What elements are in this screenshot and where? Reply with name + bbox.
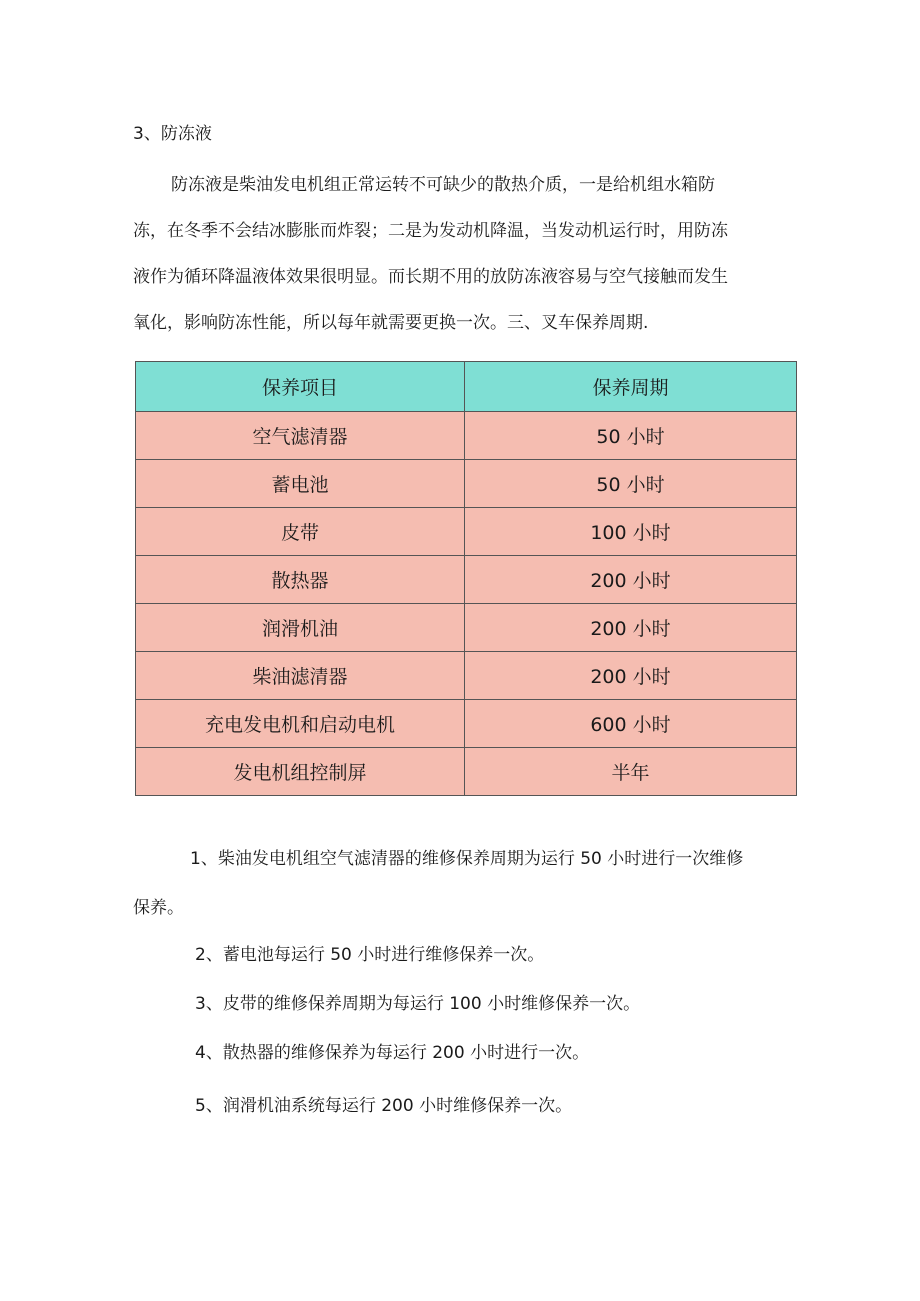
header-maintenance-interval: 保养周期	[465, 362, 797, 412]
item-cell: 发电机组控制屏	[136, 748, 465, 796]
interval-cell: 半年	[465, 748, 797, 796]
item-cell: 皮带	[136, 508, 465, 556]
note-1-line-2: 保养。	[133, 898, 184, 918]
interval-cell: 200 小时	[465, 604, 797, 652]
table-row	[136, 748, 797, 796]
interval-cell: 100 小时	[465, 508, 797, 556]
item-cell: 空气滤清器	[136, 412, 465, 460]
paragraph-line: 液作为循环降温液体效果很明显。而长期不用的放防冻液容易与空气接触而发生	[133, 267, 728, 287]
header-maintenance-item: 保养项目	[136, 362, 465, 412]
note-3: 3、皮带的维修保养周期为每运行 100 小时维修保养一次。	[195, 994, 641, 1014]
paragraph-line: 冻，在冬季不会结冰膨胀而炸裂；二是为发动机降温，当发动机运行时，用防冻	[133, 221, 728, 241]
table-row	[136, 556, 797, 604]
maintenance-schedule-table	[135, 361, 797, 796]
section-heading: 3、防冻液	[133, 124, 212, 144]
note-4: 4、散热器的维修保养为每运行 200 小时进行一次。	[195, 1043, 590, 1063]
table-row	[136, 652, 797, 700]
antifreeze-paragraph	[133, 162, 793, 346]
table-row	[136, 604, 797, 652]
interval-cell: 200 小时	[465, 652, 797, 700]
interval-cell: 600 小时	[465, 700, 797, 748]
table-row	[136, 412, 797, 460]
item-cell: 充电发电机和启动电机	[136, 700, 465, 748]
note-5: 5、润滑机油系统每运行 200 小时维修保养一次。	[195, 1096, 573, 1116]
paragraph-line: 氧化，影响防冻性能，所以每年就需要更换一次。三、叉车保养周期.	[133, 313, 649, 333]
item-cell: 润滑机油	[136, 604, 465, 652]
note-1-line-1: 1、柴油发电机组空气滤清器的维修保养周期为运行 50 小时进行一次维修	[190, 849, 744, 869]
interval-cell: 50 小时	[465, 412, 797, 460]
interval-cell: 200 小时	[465, 556, 797, 604]
table-row	[136, 700, 797, 748]
interval-cell: 50 小时	[465, 460, 797, 508]
paragraph-line: 防冻液是柴油发电机组正常运转不可缺少的散热介质，一是给机组水箱防	[171, 175, 715, 195]
table-row	[136, 460, 797, 508]
note-2: 2、蓄电池每运行 50 小时进行维修保养一次。	[195, 945, 545, 965]
table-row	[136, 508, 797, 556]
table-header-row	[136, 362, 797, 412]
item-cell: 散热器	[136, 556, 465, 604]
item-cell: 蓄电池	[136, 460, 465, 508]
item-cell: 柴油滤清器	[136, 652, 465, 700]
